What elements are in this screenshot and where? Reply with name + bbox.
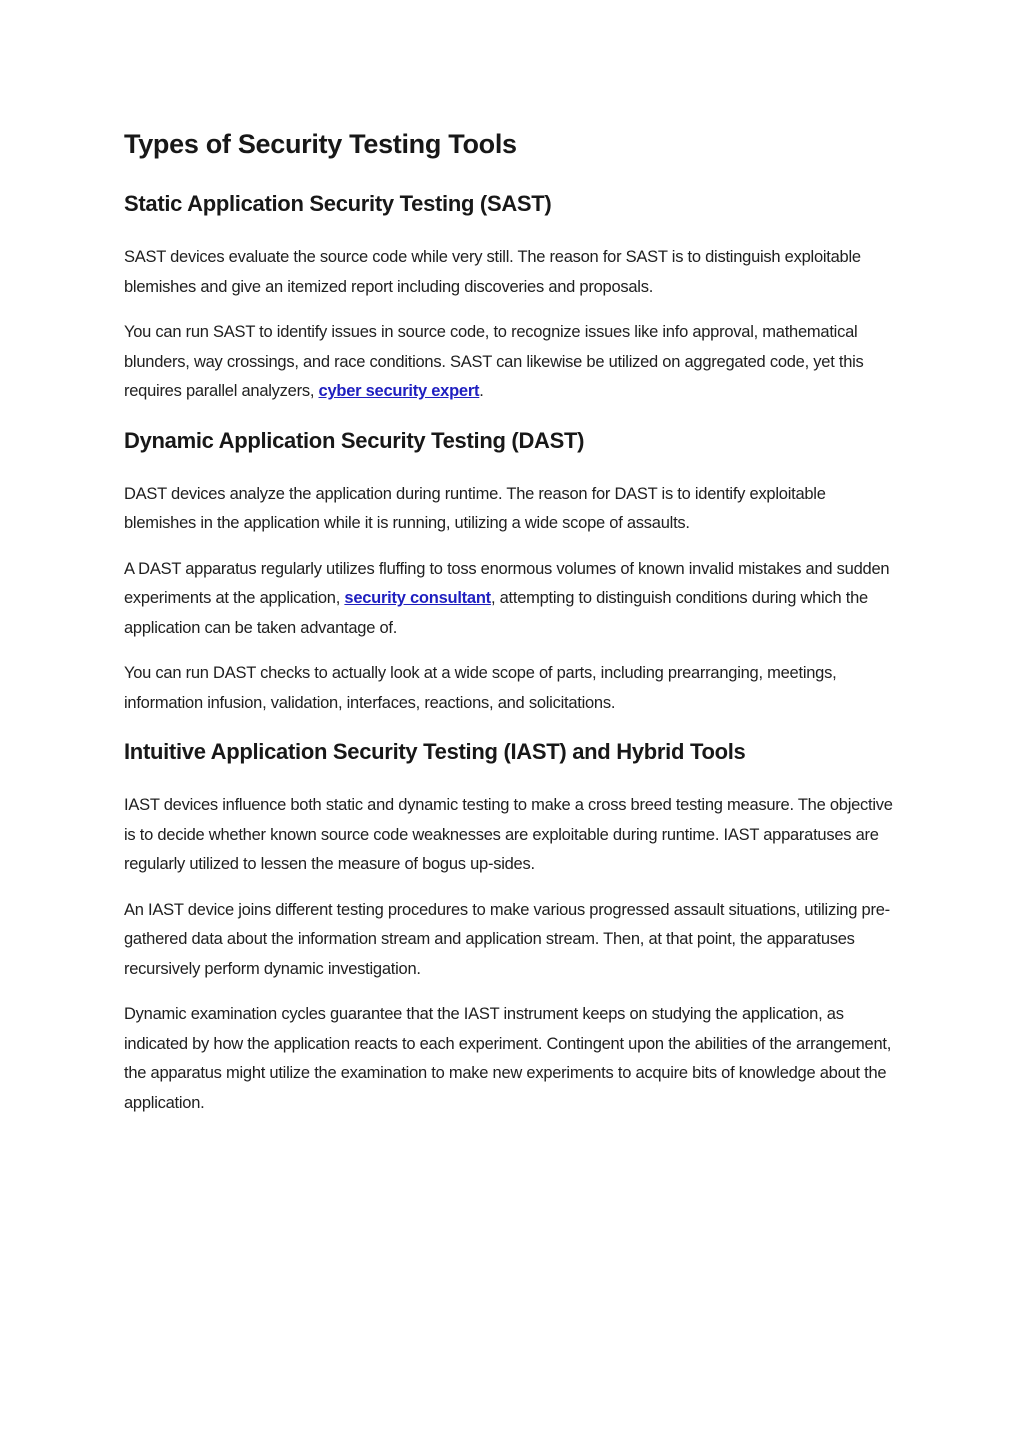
text-run: Dynamic examination cycles guarantee that the IAST instrument keeps on studying the application, as indicated by how the application reacts to each experiment. Contingent upon the abilities of the arrangement, the apparatus might utilize the examination to make new experiments to acquire bits of knowledge about the application.: [124, 1005, 892, 1112]
paragraph-iast-1: [124, 791, 900, 880]
text-run: You can run SAST to identify issues in source code, to recognize issues like info approval, mathematical blunders, way crossings, and race conditions. SAST can likewise be utilized on aggregated code, yet this requires parallel analyzers,: [124, 323, 864, 400]
link-security-consultant[interactable]: security consultant: [344, 589, 491, 607]
paragraph-iast-2: [124, 896, 900, 985]
paragraph-dast-3: [124, 659, 900, 718]
text-run: An IAST device joins different testing procedures to make various progressed assault situations, utilizing pre-gathered data about the information stream and application stream. Then, at that point, the apparatuses recursively perform dynamic investigation.: [124, 900, 890, 978]
paragraph-dast-2: [124, 555, 900, 644]
text-run: SAST devices evaluate the source code while very still. The reason for SAST is to distinguish exploitable blemishes and give an itemized report including discoveries and proposals.: [124, 248, 861, 296]
paragraph-dast-1: [124, 480, 900, 539]
text-run: You can run DAST checks to actually look at a wide scope of parts, including prearranging, meetings, information infusion, validation, interfaces, reactions, and solicitations.: [124, 664, 837, 712]
text-run: A DAST apparatus regularly utilizes fluffing to toss enormous volumes of known invalid mistakes and sudden experiments at the application,: [124, 559, 890, 607]
text-run: , attempting to distinguish conditions during which the application can be taken advantage of.: [124, 589, 868, 637]
heading-dast: Dynamic Application Security Testing (DAST): [124, 427, 585, 453]
page-title: Types of Security Testing Tools: [124, 129, 517, 159]
text-run: .: [479, 382, 484, 400]
text-run: IAST devices influence both static and dynamic testing to make a cross breed testing measure. The objective is to decide whether known source code weaknesses are exploitable during runtime. IAST apparatuses are regularly utilized to lessen the measure of bogus up-sides.: [124, 796, 893, 873]
heading-sast: Static Application Security Testing (SAST): [124, 191, 552, 216]
text-run: DAST devices analyze the application during runtime. The reason for DAST is to identify exploitable blemishes in the application while it is running, utilizing a wide scope of assaults.: [124, 484, 826, 532]
paragraph-sast-2: [124, 318, 900, 407]
link-cyber-security-expert[interactable]: cyber security expert: [318, 382, 480, 400]
paragraph-iast-3: [124, 1000, 900, 1118]
heading-iast: Intuitive Application Security Testing (IAST) and Hybrid Tools: [124, 739, 746, 764]
paragraph-sast-1: [124, 243, 900, 302]
